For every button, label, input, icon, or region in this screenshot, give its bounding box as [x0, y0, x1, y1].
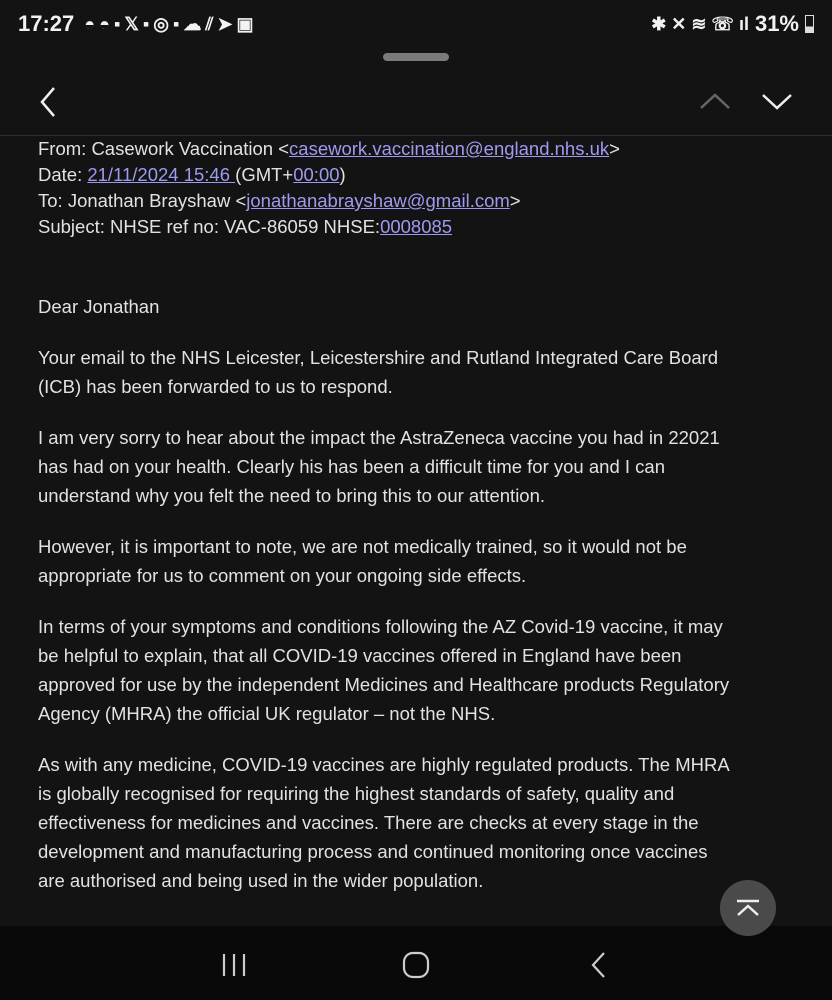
- paragraph-line: Your email to the NHS Leicester, Leicestershire and Rutland Integrated Care Board: [38, 347, 719, 368]
- forwarded-header: [38, 136, 818, 240]
- date-line: Date: 21/11/2024 15:46 (GMT+00:00): [38, 164, 346, 185]
- drag-handle[interactable]: [383, 53, 449, 61]
- status-bar: [0, 0, 832, 48]
- scroll-to-top-button[interactable]: [720, 880, 776, 936]
- paragraph-line: approved for use by the independent Medicines and Healthcare products Regulatory: [38, 674, 730, 695]
- home-icon[interactable]: [401, 950, 431, 980]
- paragraph-line: is globally recognised for requiring the highest standards of safety, quality and: [38, 783, 675, 804]
- email-toolbar: [0, 70, 832, 136]
- next-email-icon[interactable]: [760, 86, 794, 116]
- paragraph-line: However, it is important to note, we are not medically trained, so it would not be: [38, 536, 687, 557]
- recent-apps-icon[interactable]: [219, 950, 249, 980]
- clock: 17:27: [18, 11, 75, 36]
- paragraph-line: development and manufacturing process and continued monitoring once vaccines: [38, 841, 708, 862]
- paragraph-line: Agency (MHRA) the official UK regulator – not the NHS.: [38, 703, 496, 724]
- paragraph: [38, 612, 818, 728]
- previous-email-icon: [698, 86, 732, 116]
- paragraph-line: I am very sorry to hear about the impact the AstraZeneca vaccine you had in 22021: [38, 427, 720, 448]
- paragraph-line: effectiveness for medicines and vaccines. There are checks at every stage in the: [38, 812, 699, 833]
- paragraph: [38, 423, 818, 510]
- paragraph: [38, 750, 818, 895]
- paragraph-line: understand why you felt the need to bring this to our attention.: [38, 485, 546, 506]
- scroll-top-icon: [735, 899, 761, 917]
- system-icons: [651, 11, 814, 37]
- paragraph-line: (ICB) has been forwarded to us to respond.: [38, 376, 393, 397]
- paragraph-line: As with any medicine, COVID-19 vaccines are highly regulated products. The MHRA: [38, 754, 730, 775]
- paragraph: [38, 532, 818, 590]
- wifi-icon: ✱ ✕ ≋ ☏ ıl: [651, 13, 749, 34]
- paragraph-line: are authorised and being used in the wider population.: [38, 870, 484, 891]
- paragraph-line: be helpful to explain, that all COVID-19 vaccines offered in England have been: [38, 645, 682, 666]
- date-link[interactable]: 21/11/2024 15:46: [87, 164, 236, 185]
- to-line: To: Jonathan Brayshaw <jonathanabrayshaw@gmail.com>: [38, 190, 521, 211]
- paragraph-line: has had on your health. Clearly his has been a difficult time for you and I can: [38, 456, 665, 477]
- email-body: [38, 136, 818, 895]
- paragraph: [38, 343, 818, 401]
- from-email-link[interactable]: casework.vaccination@england.nhs.uk: [289, 138, 610, 159]
- paragraph-line: appropriate for us to comment on your ongoing side effects.: [38, 565, 527, 586]
- subject-line: Subject: NHSE ref no: VAC-86059 NHSE:0008085: [38, 216, 453, 237]
- from-line: From: Casework Vaccination <casework.vaccination@england.nhs.uk>: [38, 138, 620, 159]
- notification-icons: ◓◓▪𝕏▪◎▪☁⫽➤▣: [84, 13, 258, 34]
- subject-ref-link[interactable]: 0008085: [380, 216, 453, 237]
- back-icon[interactable]: [34, 82, 64, 122]
- to-email-link[interactable]: jonathanabrayshaw@gmail.com: [246, 190, 510, 211]
- timezone-link[interactable]: 00:00: [293, 164, 340, 185]
- greeting: Dear Jonathan: [38, 296, 160, 317]
- battery-icon: [805, 15, 814, 33]
- paragraph-line: In terms of your symptoms and conditions following the AZ Covid-19 vaccine, it may: [38, 616, 723, 637]
- back-nav-icon[interactable]: [585, 950, 615, 980]
- battery-level: 31%: [754, 11, 799, 36]
